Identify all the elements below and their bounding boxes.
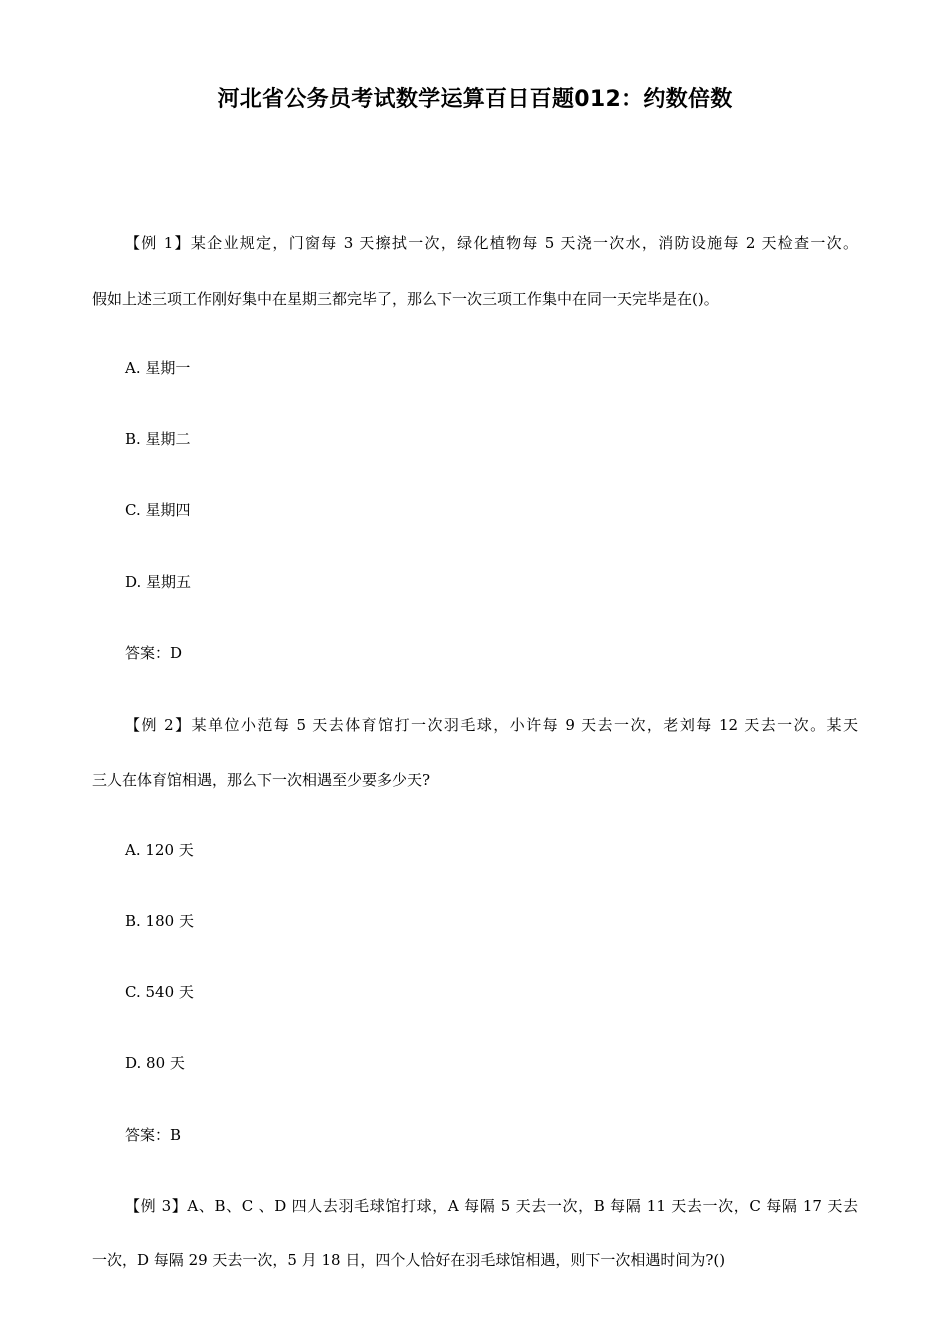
question-1-answer: 答案：D <box>125 644 183 662</box>
document-title: 河北省公务员考试数学运算百日百题012：约数倍数 <box>217 87 733 112</box>
question-3-stem-line-2: 一次，D 每隔 29 天去一次，5 月 18 日，四个人恰好在羽毛球馆相遇，则下一次相遇时间为?() <box>92 1251 726 1269</box>
question-2-answer: 答案：B <box>125 1126 182 1144</box>
question-1-stem-line-1: 【例 1】某企业规定，门窗每 3 天擦拭一次，绿化植物每 5 天浇一次水，消防设施每 2 天检查一次。 <box>125 234 858 252</box>
question-2-option-d: D. 80 天 <box>125 1054 185 1072</box>
question-2-stem-line-2: 三人在体育馆相遇，那么下一次相遇至少要多少天? <box>92 771 431 789</box>
question-1-option-c: C. 星期四 <box>125 501 191 519</box>
question-2-option-a: A. 120 天 <box>125 841 194 859</box>
question-2-stem-line-1: 【例 2】某单位小范每 5 天去体育馆打一次羽毛球，小许每 9 天去一次，老刘每 12 天去一次。某天 <box>125 716 858 734</box>
question-1-option-a: A. 星期一 <box>125 359 191 377</box>
question-1-option-b: B. 星期二 <box>125 430 191 448</box>
question-2-option-b: B. 180 天 <box>125 912 194 930</box>
question-3-stem-line-1: 【例 3】A、B、C 、D 四人去羽毛球馆打球，A 每隔 5 天去一次，B 每隔 11 天去一次，C 每隔 17 天去 <box>125 1197 858 1215</box>
question-2-option-c: C. 540 天 <box>125 983 194 1001</box>
question-1-stem-line-2: 假如上述三项工作刚好集中在星期三都完毕了，那么下一次三项工作集中在同一天完毕是在()。 <box>92 290 719 308</box>
question-1-option-d: D. 星期五 <box>125 573 192 591</box>
